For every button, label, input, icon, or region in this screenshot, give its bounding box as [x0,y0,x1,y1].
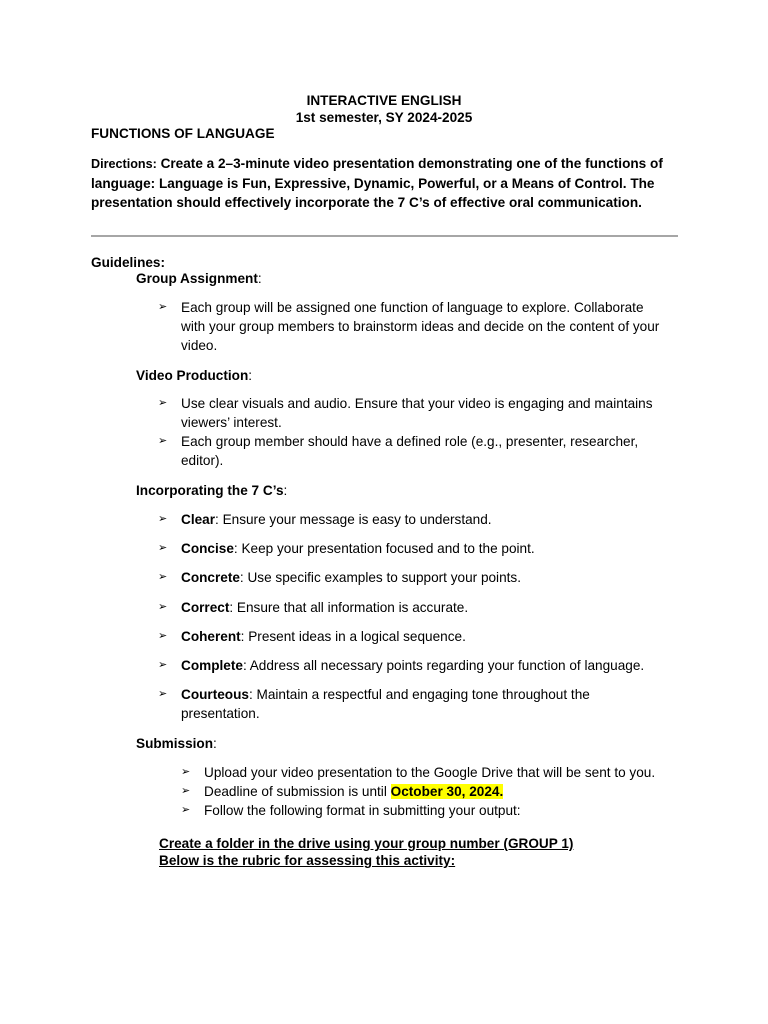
horizontal-divider [91,235,678,237]
arrow-bullet-icon: ➢ [181,766,191,778]
seven-cs-item-coherent: Coherent: Present ideas in a logical sequence. [181,629,466,644]
submission-bullet-1: Upload your video presentation to the Google Drive that will be sent to you. [204,765,656,780]
arrow-bullet-icon: ➢ [158,542,168,554]
seven-cs-item-correct: Correct: Ensure that all information is accurate. [181,600,469,615]
topic-heading: FUNCTIONS OF LANGUAGE [91,126,275,141]
seven-cs-item-courteous: Courteous: Maintain a respectful and engaging tone throughout the [181,687,590,702]
seven-cs-item-courteous-line-2: presentation. [181,706,260,721]
arrow-bullet-icon: ➢ [158,601,168,613]
arrow-bullet-icon: ➢ [181,785,191,797]
arrow-bullet-icon: ➢ [158,397,168,409]
rubric-intro: Below is the rubric for assessing this activity: [159,853,456,868]
seven-cs-item-concise: Concise: Keep your presentation focused and to the point. [181,541,535,556]
arrow-bullet-icon: ➢ [158,630,168,642]
arrow-bullet-icon: ➢ [158,513,168,525]
submission-heading: Submission: [136,736,217,751]
video-production-heading: Video Production: [136,368,253,383]
video-bullet-2-line-2: editor). [181,453,224,468]
group-assignment-heading: Group Assignment: [136,271,262,286]
directions-line-3: presentation should effectively incorporate the 7 C’s of effective oral communication. [91,195,642,210]
arrow-bullet-icon: ➢ [158,659,168,671]
folder-instruction: Create a folder in the drive using your group number (GROUP 1) [159,836,574,851]
semester-line: 1st semester, SY 2024-2025 [295,110,473,125]
directions-line-2: language: Language is Fun, Expressive, Dynamic, Powerful, or a Means of Control. The [91,176,655,191]
group-bullet-line-3: video. [181,338,218,353]
group-bullet-line-1: Each group will be assigned one function of language to explore. Collaborate [181,300,644,315]
video-bullet-1-line-1: Use clear visuals and audio. Ensure that your video is engaging and maintains [181,396,653,411]
directions-text-1: Create a 2–3-minute video presentation demonstrating one of the functions of [160,156,663,171]
seven-cs-item-complete: Complete: Address all necessary points regarding your function of language. [181,658,645,673]
directions-line-1 [91,154,663,174]
seven-cs-item-concrete: Concrete: Use specific examples to support your points. [181,570,521,585]
seven-cs-item-clear: Clear: Ensure your message is easy to understand. [181,512,492,527]
group-bullet-line-2: with your group members to brainstorm ideas and decide on the content of your [181,319,660,334]
document-title: INTERACTIVE ENGLISH [306,93,462,108]
arrow-bullet-icon: ➢ [158,571,168,583]
directions-label: Directions: [91,157,157,171]
guidelines-heading: Guidelines: [91,255,166,270]
arrow-bullet-icon: ➢ [158,688,168,700]
arrow-bullet-icon: ➢ [181,804,191,816]
video-bullet-2-line-1: Each group member should have a defined role (e.g., presenter, researcher, [181,434,639,449]
video-bullet-1-line-2: viewers’ interest. [181,415,282,430]
submission-bullet-3: Follow the following format in submitting your output: [204,803,521,818]
seven-cs-heading: Incorporating the 7 C’s: [136,483,288,498]
deadline-highlight: October 30, 2024. [390,784,504,799]
arrow-bullet-icon: ➢ [158,301,168,313]
submission-bullet-2: Deadline of submission is until October 30, 2024. [204,784,504,799]
arrow-bullet-icon: ➢ [158,435,168,447]
